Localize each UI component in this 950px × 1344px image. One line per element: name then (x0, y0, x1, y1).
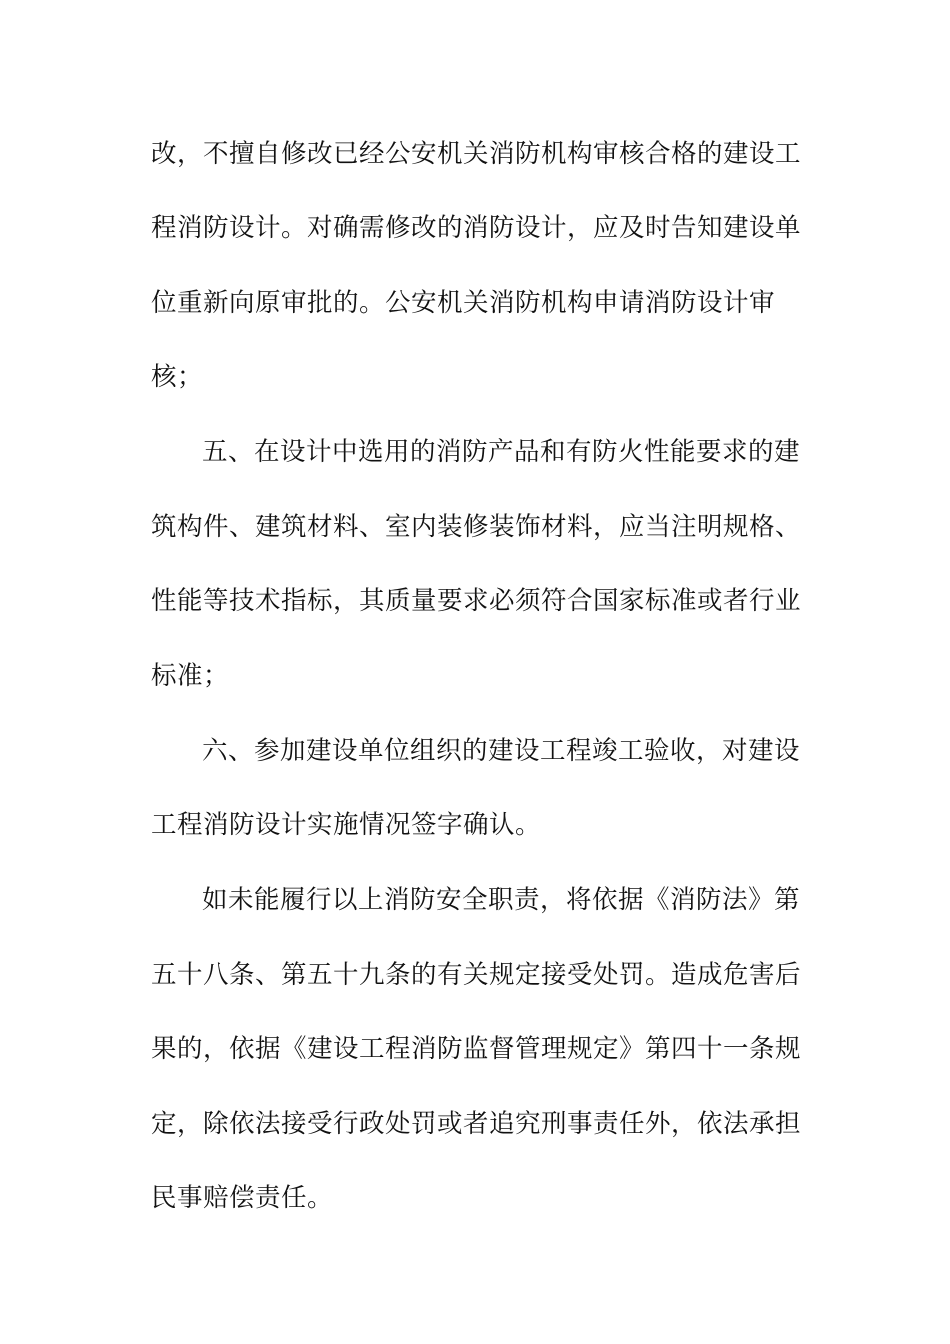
text-line: 标准； (151, 661, 230, 691)
text-line: 程消防设计。对确需修改的消防设计，应及时告知建设单 (151, 213, 802, 243)
text-line: 定，除依法接受行政处罚或者追究刑事责任外，依法承担 (151, 1109, 802, 1139)
paragraph-first-line: 五、在设计中选用的消防产品和有防火性能要求的建 (202, 437, 801, 467)
text-line: 果的，依据《建设工程消防监督管理规定》第四十一条规 (151, 1034, 802, 1064)
text-line: 五十八条、第五十九条的有关规定接受处罚。造成危害后 (151, 960, 802, 990)
text-line: 筑构件、建筑材料、室内装修装饰材料，应当注明规格、 (151, 512, 802, 542)
text-line: 改，不擅自修改已经公安机关消防机构审核合格的建设工 (151, 139, 802, 169)
paragraph-first-line: 如未能履行以上消防安全职责，将依据《消防法》第 (202, 885, 801, 915)
text-line: 性能等技术指标，其质量要求必须符合国家标准或者行业 (151, 586, 802, 616)
text-line: 位重新向原审批的。公安机关消防机构申请消防设计审 (151, 288, 776, 318)
text-line: 工程消防设计实施情况签字确认。 (151, 810, 542, 840)
paragraph-first-line: 六、参加建设单位组织的建设工程竣工验收，对建设 (202, 736, 801, 766)
text-line: 民事赔偿责任。 (151, 1183, 334, 1213)
text-line: 核； (151, 362, 204, 392)
